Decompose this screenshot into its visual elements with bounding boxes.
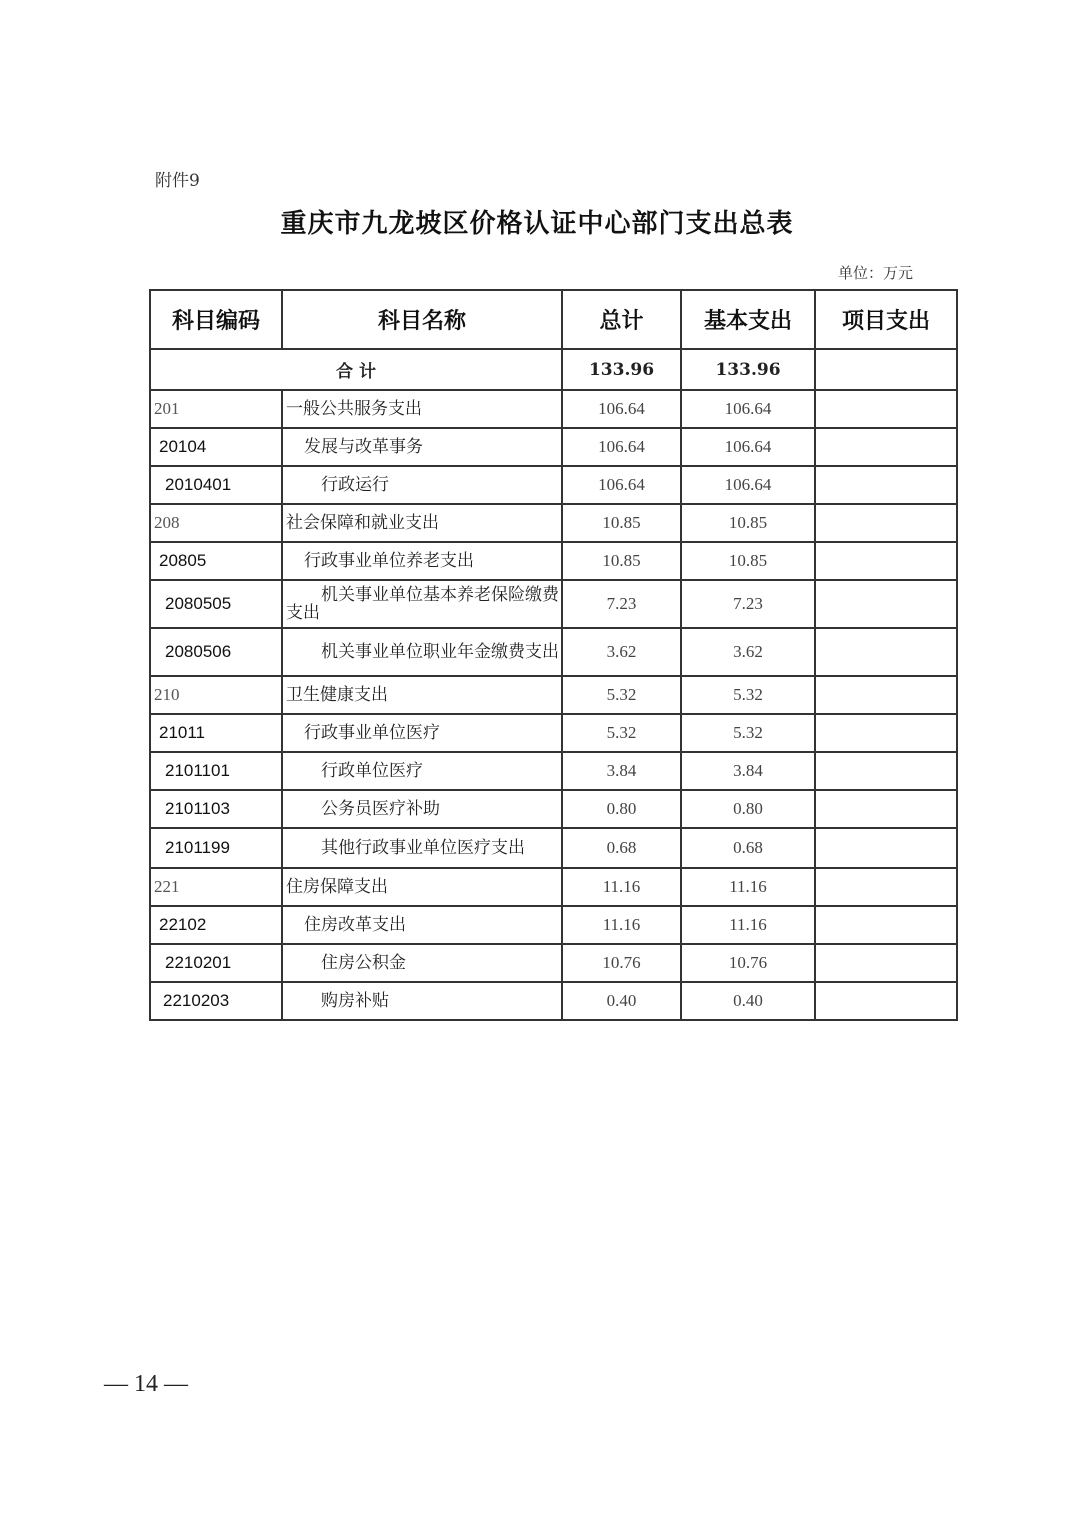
row-code: 221 (150, 868, 282, 906)
row-project (815, 542, 957, 580)
row-total: 0.80 (562, 790, 681, 828)
table-row (150, 428, 957, 466)
total-project (815, 349, 957, 390)
row-project (815, 428, 957, 466)
row-code: 21011 (150, 714, 282, 752)
row-code: 2080506 (150, 628, 282, 676)
table-row (150, 542, 957, 580)
row-total: 10.85 (562, 504, 681, 542)
row-project (815, 790, 957, 828)
row-basic: 0.68 (681, 828, 815, 868)
table-row (150, 390, 957, 428)
row-basic: 3.62 (681, 628, 815, 676)
table-row (150, 906, 957, 944)
unit-label: 单位：万元 (838, 264, 914, 282)
table-row (150, 828, 957, 868)
row-name: 行政单位医疗 (282, 752, 562, 790)
header-name: 科目名称 (282, 290, 562, 349)
row-basic: 5.32 (681, 676, 815, 714)
row-project (815, 390, 957, 428)
table-row (150, 944, 957, 982)
row-name: 行政事业单位医疗 (282, 714, 562, 752)
row-name: 一般公共服务支出 (282, 390, 562, 428)
header-basic: 基本支出 (681, 290, 815, 349)
table-row (150, 580, 957, 628)
row-code: 208 (150, 504, 282, 542)
row-name: 机关事业单位基本养老保险缴费支出 (282, 580, 562, 628)
header-row (150, 290, 957, 349)
row-code: 2080505 (150, 580, 282, 628)
table-row (150, 676, 957, 714)
row-basic: 106.64 (681, 390, 815, 428)
header-project: 项目支出 (815, 290, 957, 349)
page-number: — 14 — (104, 1371, 188, 1397)
table-row (150, 790, 957, 828)
row-basic: 0.40 (681, 982, 815, 1020)
row-project (815, 752, 957, 790)
row-name: 住房公积金 (282, 944, 562, 982)
row-total: 10.85 (562, 542, 681, 580)
row-total: 0.40 (562, 982, 681, 1020)
row-project (815, 676, 957, 714)
table-row (150, 504, 957, 542)
row-basic: 10.85 (681, 504, 815, 542)
row-name: 住房保障支出 (282, 868, 562, 906)
table-row (150, 868, 957, 906)
row-project (815, 828, 957, 868)
row-project (815, 906, 957, 944)
row-project (815, 944, 957, 982)
row-basic: 7.23 (681, 580, 815, 628)
table-row (150, 466, 957, 504)
row-name: 机关事业单位职业年金缴费支出 (282, 628, 562, 676)
row-basic: 10.85 (681, 542, 815, 580)
row-code: 2101103 (150, 790, 282, 828)
row-code: 2101101 (150, 752, 282, 790)
row-basic: 10.76 (681, 944, 815, 982)
row-basic: 3.84 (681, 752, 815, 790)
row-total: 10.76 (562, 944, 681, 982)
row-code: 2010401 (150, 466, 282, 504)
row-code: 22102 (150, 906, 282, 944)
row-code: 210 (150, 676, 282, 714)
row-project (815, 504, 957, 542)
row-code: 2101199 (150, 828, 282, 868)
row-total: 11.16 (562, 906, 681, 944)
row-total: 3.84 (562, 752, 681, 790)
row-code: 20104 (150, 428, 282, 466)
attachment-label: 附件9 (155, 171, 200, 191)
total-total: 133.96 (562, 349, 681, 390)
header-total: 总计 (562, 290, 681, 349)
row-code: 2210203 (150, 982, 282, 1020)
row-code: 201 (150, 390, 282, 428)
row-basic: 11.16 (681, 868, 815, 906)
row-name: 卫生健康支出 (282, 676, 562, 714)
row-project (815, 982, 957, 1020)
total-basic: 133.96 (681, 349, 815, 390)
row-total: 106.64 (562, 390, 681, 428)
row-basic: 106.64 (681, 466, 815, 504)
row-total: 11.16 (562, 868, 681, 906)
row-code: 2210201 (150, 944, 282, 982)
row-total: 3.62 (562, 628, 681, 676)
row-project (815, 868, 957, 906)
row-project (815, 466, 957, 504)
row-project (815, 628, 957, 676)
header-code: 科目编码 (150, 290, 282, 349)
expenditure-table (149, 289, 958, 1021)
row-project (815, 580, 957, 628)
total-row (150, 349, 957, 390)
page-title: 重庆市九龙坡区价格认证中心部门支出总表 (280, 209, 794, 239)
row-name: 行政运行 (282, 466, 562, 504)
row-basic: 5.32 (681, 714, 815, 752)
row-code: 20805 (150, 542, 282, 580)
row-name: 发展与改革事务 (282, 428, 562, 466)
row-total: 0.68 (562, 828, 681, 868)
row-name: 行政事业单位养老支出 (282, 542, 562, 580)
total-label: 合 计 (150, 349, 562, 390)
row-name: 住房改革支出 (282, 906, 562, 944)
table-row (150, 752, 957, 790)
row-total: 5.32 (562, 714, 681, 752)
row-project (815, 714, 957, 752)
row-total: 7.23 (562, 580, 681, 628)
row-basic: 106.64 (681, 428, 815, 466)
table-row (150, 628, 957, 676)
row-name: 公务员医疗补助 (282, 790, 562, 828)
row-name: 购房补贴 (282, 982, 562, 1020)
row-basic: 0.80 (681, 790, 815, 828)
row-total: 5.32 (562, 676, 681, 714)
row-total: 106.64 (562, 466, 681, 504)
table-row (150, 714, 957, 752)
row-basic: 11.16 (681, 906, 815, 944)
row-total: 106.64 (562, 428, 681, 466)
table-row (150, 982, 957, 1020)
row-name: 其他行政事业单位医疗支出 (282, 828, 562, 868)
row-name: 社会保障和就业支出 (282, 504, 562, 542)
